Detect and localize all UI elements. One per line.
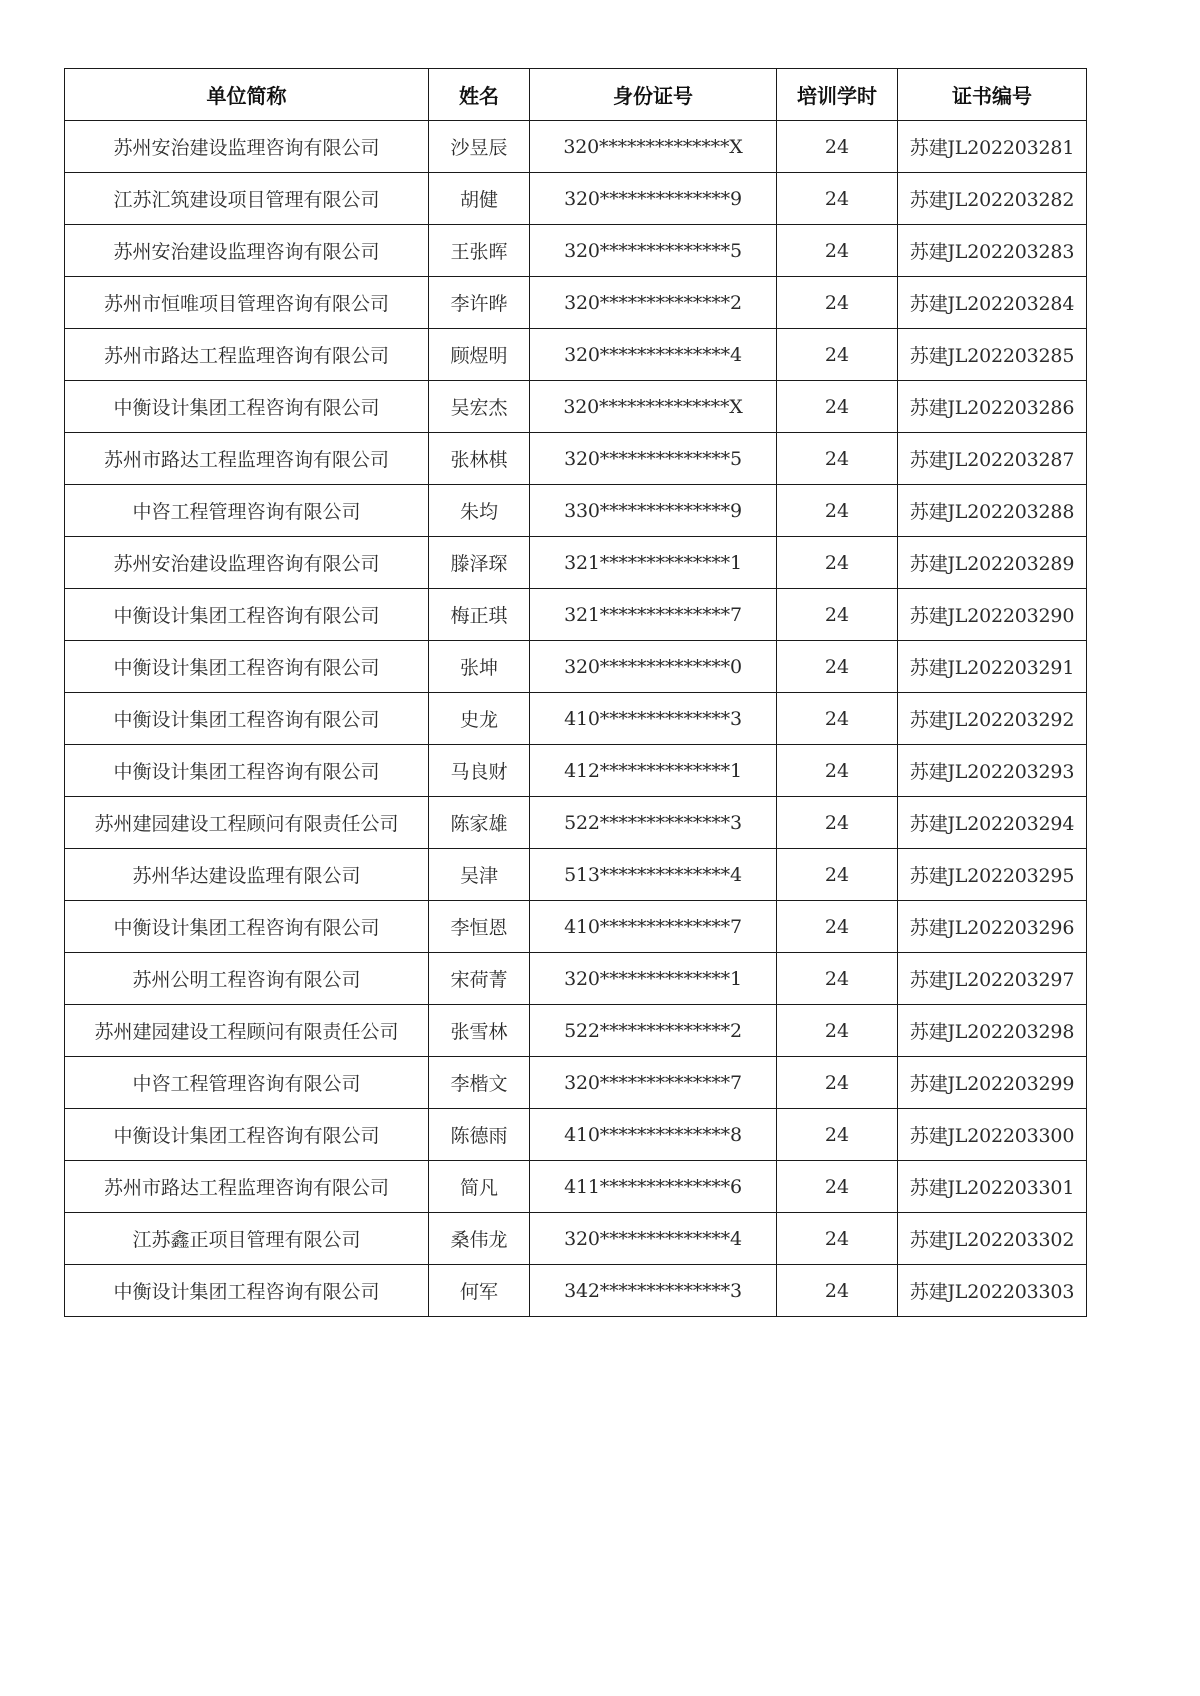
cell-name: 顾煜明 xyxy=(429,329,530,381)
cell-unit: 苏州市路达工程监理咨询有限公司 xyxy=(65,329,429,381)
cell-name: 张坤 xyxy=(429,641,530,693)
cell-certificate-number: 苏建JL202203289 xyxy=(898,537,1087,589)
cell-training-hours: 24 xyxy=(777,1213,898,1265)
cell-id-number: 320**************4 xyxy=(530,329,777,381)
cell-certificate-number: 苏建JL202203295 xyxy=(898,849,1087,901)
cell-name: 桑伟龙 xyxy=(429,1213,530,1265)
cell-unit: 中衡设计集团工程咨询有限公司 xyxy=(65,381,429,433)
cell-training-hours: 24 xyxy=(777,1005,898,1057)
cell-id-number: 411**************6 xyxy=(530,1161,777,1213)
cell-unit: 苏州市恒唯项目管理咨询有限公司 xyxy=(65,277,429,329)
cell-certificate-number: 苏建JL202203294 xyxy=(898,797,1087,849)
cell-unit: 中衡设计集团工程咨询有限公司 xyxy=(65,1265,429,1317)
cell-unit: 苏州市路达工程监理咨询有限公司 xyxy=(65,433,429,485)
cell-unit: 苏州华达建设监理有限公司 xyxy=(65,849,429,901)
table-row xyxy=(65,121,1087,173)
cell-unit: 苏州公明工程咨询有限公司 xyxy=(65,953,429,1005)
cell-certificate-number: 苏建JL202203293 xyxy=(898,745,1087,797)
cell-id-number: 342**************3 xyxy=(530,1265,777,1317)
cell-training-hours: 24 xyxy=(777,745,898,797)
cell-name: 何军 xyxy=(429,1265,530,1317)
cell-name: 张林棋 xyxy=(429,433,530,485)
cell-training-hours: 24 xyxy=(777,1265,898,1317)
table-row xyxy=(65,745,1087,797)
cell-name: 李恒恩 xyxy=(429,901,530,953)
header-certificate-number: 证书编号 xyxy=(898,69,1087,121)
cell-certificate-number: 苏建JL202203290 xyxy=(898,589,1087,641)
table-row xyxy=(65,1005,1087,1057)
table-row xyxy=(65,433,1087,485)
cell-training-hours: 24 xyxy=(777,433,898,485)
cell-unit: 苏州市路达工程监理咨询有限公司 xyxy=(65,1161,429,1213)
cell-id-number: 320**************2 xyxy=(530,277,777,329)
cell-training-hours: 24 xyxy=(777,849,898,901)
cell-name: 沙昱辰 xyxy=(429,121,530,173)
cell-certificate-number: 苏建JL202203301 xyxy=(898,1161,1087,1213)
cell-id-number: 410**************3 xyxy=(530,693,777,745)
cell-training-hours: 24 xyxy=(777,589,898,641)
cell-certificate-number: 苏建JL202203287 xyxy=(898,433,1087,485)
cell-certificate-number: 苏建JL202203296 xyxy=(898,901,1087,953)
cell-name: 陈德雨 xyxy=(429,1109,530,1161)
cell-unit: 中咨工程管理咨询有限公司 xyxy=(65,485,429,537)
cell-training-hours: 24 xyxy=(777,953,898,1005)
cell-certificate-number: 苏建JL202203299 xyxy=(898,1057,1087,1109)
table-row xyxy=(65,901,1087,953)
cell-name: 史龙 xyxy=(429,693,530,745)
cell-unit: 江苏鑫正项目管理有限公司 xyxy=(65,1213,429,1265)
cell-id-number: 513**************4 xyxy=(530,849,777,901)
cell-training-hours: 24 xyxy=(777,329,898,381)
cell-certificate-number: 苏建JL202203298 xyxy=(898,1005,1087,1057)
cell-training-hours: 24 xyxy=(777,901,898,953)
cell-name: 吴宏杰 xyxy=(429,381,530,433)
cell-unit: 中衡设计集团工程咨询有限公司 xyxy=(65,1109,429,1161)
cell-certificate-number: 苏建JL202203303 xyxy=(898,1265,1087,1317)
cell-name: 朱均 xyxy=(429,485,530,537)
cell-unit: 中咨工程管理咨询有限公司 xyxy=(65,1057,429,1109)
cell-training-hours: 24 xyxy=(777,1057,898,1109)
cell-training-hours: 24 xyxy=(777,121,898,173)
header-unit: 单位简称 xyxy=(65,69,429,121)
cell-id-number: 321**************7 xyxy=(530,589,777,641)
cell-name: 宋荷菁 xyxy=(429,953,530,1005)
cell-id-number: 410**************7 xyxy=(530,901,777,953)
cell-training-hours: 24 xyxy=(777,1161,898,1213)
cell-name: 吴津 xyxy=(429,849,530,901)
cell-unit: 苏州建园建设工程顾问有限责任公司 xyxy=(65,797,429,849)
cell-training-hours: 24 xyxy=(777,537,898,589)
cell-unit: 江苏汇筑建设项目管理有限公司 xyxy=(65,173,429,225)
cell-id-number: 320**************0 xyxy=(530,641,777,693)
cell-id-number: 320**************7 xyxy=(530,1057,777,1109)
cell-unit: 中衡设计集团工程咨询有限公司 xyxy=(65,589,429,641)
cell-certificate-number: 苏建JL202203281 xyxy=(898,121,1087,173)
table-row xyxy=(65,589,1087,641)
cell-id-number: 320**************1 xyxy=(530,953,777,1005)
cell-id-number: 412**************1 xyxy=(530,745,777,797)
table-row xyxy=(65,485,1087,537)
table-header xyxy=(65,69,1087,121)
cell-certificate-number: 苏建JL202203300 xyxy=(898,1109,1087,1161)
cell-training-hours: 24 xyxy=(777,277,898,329)
cell-id-number: 321**************1 xyxy=(530,537,777,589)
cell-training-hours: 24 xyxy=(777,485,898,537)
cell-certificate-number: 苏建JL202203285 xyxy=(898,329,1087,381)
cell-name: 马良财 xyxy=(429,745,530,797)
cell-name: 李楷文 xyxy=(429,1057,530,1109)
cell-name: 张雪林 xyxy=(429,1005,530,1057)
table-row xyxy=(65,797,1087,849)
cell-name: 陈家雄 xyxy=(429,797,530,849)
cell-training-hours: 24 xyxy=(777,173,898,225)
cell-name: 简凡 xyxy=(429,1161,530,1213)
cell-id-number: 410**************8 xyxy=(530,1109,777,1161)
cell-id-number: 522**************3 xyxy=(530,797,777,849)
table-row xyxy=(65,641,1087,693)
cell-certificate-number: 苏建JL202203288 xyxy=(898,485,1087,537)
table-row xyxy=(65,953,1087,1005)
certificate-roster-sheet xyxy=(64,68,1086,1317)
training-certificate-table xyxy=(64,68,1087,1317)
cell-training-hours: 24 xyxy=(777,693,898,745)
cell-name: 王张晖 xyxy=(429,225,530,277)
table-row xyxy=(65,329,1087,381)
cell-training-hours: 24 xyxy=(777,1109,898,1161)
cell-training-hours: 24 xyxy=(777,381,898,433)
cell-certificate-number: 苏建JL202203302 xyxy=(898,1213,1087,1265)
cell-certificate-number: 苏建JL202203291 xyxy=(898,641,1087,693)
cell-id-number: 320**************X xyxy=(530,381,777,433)
table-row xyxy=(65,277,1087,329)
cell-id-number: 320**************5 xyxy=(530,225,777,277)
header-name: 姓名 xyxy=(429,69,530,121)
cell-unit: 中衡设计集团工程咨询有限公司 xyxy=(65,641,429,693)
table-row xyxy=(65,1265,1087,1317)
cell-id-number: 522**************2 xyxy=(530,1005,777,1057)
cell-id-number: 320**************9 xyxy=(530,173,777,225)
cell-id-number: 320**************4 xyxy=(530,1213,777,1265)
header-training-hours: 培训学时 xyxy=(777,69,898,121)
table-row xyxy=(65,173,1087,225)
table-row xyxy=(65,381,1087,433)
table-row xyxy=(65,1161,1087,1213)
cell-name: 梅正琪 xyxy=(429,589,530,641)
cell-certificate-number: 苏建JL202203286 xyxy=(898,381,1087,433)
table-row xyxy=(65,1109,1087,1161)
cell-unit: 苏州安治建设监理咨询有限公司 xyxy=(65,537,429,589)
cell-unit: 苏州建园建设工程顾问有限责任公司 xyxy=(65,1005,429,1057)
cell-id-number: 320**************5 xyxy=(530,433,777,485)
cell-unit: 中衡设计集团工程咨询有限公司 xyxy=(65,901,429,953)
cell-unit: 苏州安治建设监理咨询有限公司 xyxy=(65,121,429,173)
table-row xyxy=(65,225,1087,277)
cell-certificate-number: 苏建JL202203283 xyxy=(898,225,1087,277)
cell-training-hours: 24 xyxy=(777,641,898,693)
table-row xyxy=(65,1213,1087,1265)
cell-certificate-number: 苏建JL202203292 xyxy=(898,693,1087,745)
cell-id-number: 330**************9 xyxy=(530,485,777,537)
cell-unit: 苏州安治建设监理咨询有限公司 xyxy=(65,225,429,277)
cell-id-number: 320**************X xyxy=(530,121,777,173)
header-id-number: 身份证号 xyxy=(530,69,777,121)
cell-unit: 中衡设计集团工程咨询有限公司 xyxy=(65,693,429,745)
table-row xyxy=(65,849,1087,901)
cell-certificate-number: 苏建JL202203284 xyxy=(898,277,1087,329)
cell-name: 滕泽琛 xyxy=(429,537,530,589)
header-row xyxy=(65,69,1087,121)
cell-name: 胡健 xyxy=(429,173,530,225)
table-body xyxy=(65,121,1087,1317)
cell-training-hours: 24 xyxy=(777,225,898,277)
cell-certificate-number: 苏建JL202203282 xyxy=(898,173,1087,225)
table-row xyxy=(65,693,1087,745)
table-row xyxy=(65,1057,1087,1109)
table-row xyxy=(65,537,1087,589)
cell-unit: 中衡设计集团工程咨询有限公司 xyxy=(65,745,429,797)
cell-training-hours: 24 xyxy=(777,797,898,849)
cell-certificate-number: 苏建JL202203297 xyxy=(898,953,1087,1005)
cell-name: 李许晔 xyxy=(429,277,530,329)
